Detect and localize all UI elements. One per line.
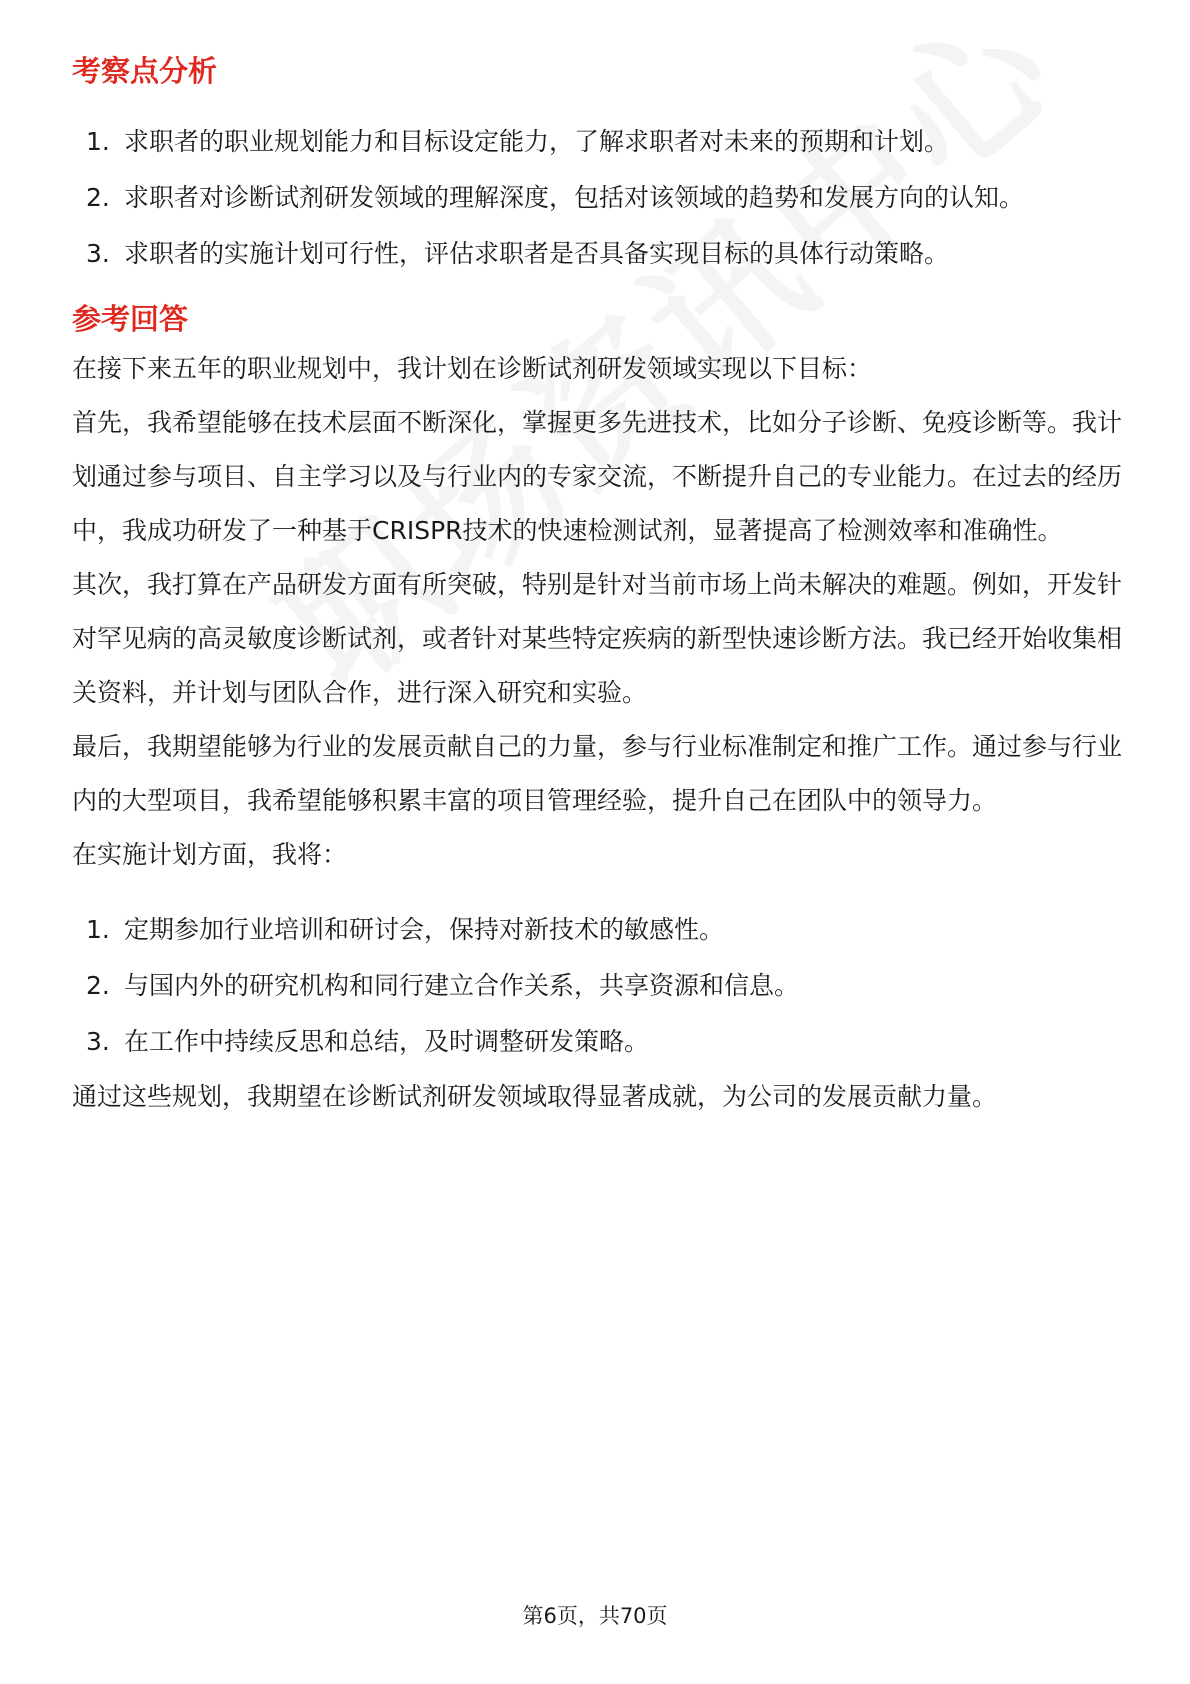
page-content xyxy=(72,48,1122,1124)
answer-paragraph-3: 最后，我期望能够为行业的发展贡献自己的力量，参与行业标准制定和推广工作。通过参与行业内的大型项目，我希望能够积累丰富的项目管理经验，提升自己在团队中的领导力。 xyxy=(72,732,1123,815)
answer-paragraph-1: 首先，我希望能够在技术层面不断深化，掌握更多先进技术，比如分子诊断、免疫诊断等。我计划通过参与项目、自主学习以及与行业内的专家交流，不断提升自己的专业能力。在过去的经历中，我成功研发了一种基于CRISPR技术的快速检测试剂，显著提高了检测效率和准确性。 xyxy=(72,408,1123,545)
list-item-text: 在工作中持续反思和总结，及时调整研发策略。 xyxy=(124,1027,650,1056)
analysis-list xyxy=(72,114,1122,282)
list-item: 3. 求职者的实施计划可行性，评估求职者是否具备实现目标的具体行动策略。 xyxy=(86,239,950,268)
page-number: 第6页，共70页 xyxy=(522,1604,668,1628)
list-item-text: 与国内外的研究机构和同行建立合作关系，共享资源和信息。 xyxy=(124,971,800,1000)
section-title-answer: 参考回答 xyxy=(72,302,189,336)
list-item-text: 求职者的职业规划能力和目标设定能力，了解求职者对未来的预期和计划。 xyxy=(124,127,950,156)
section-title-analysis: 考察点分析 xyxy=(72,54,218,88)
answer-paragraph-2: 其次，我打算在产品研发方面有所突破，特别是针对当前市场上尚未解决的难题。例如，开发针对罕见病的高灵敏度诊断试剂，或者针对某些特定疾病的新型快速诊断方法。我已经开始收集相关资料，并计划与团队合作，进行深入研究和实验。 xyxy=(72,570,1123,707)
list-item: 1. 求职者的职业规划能力和目标设定能力，了解求职者对未来的预期和计划。 xyxy=(86,127,950,156)
list-item-text: 求职者的实施计划可行性，评估求职者是否具备实现目标的具体行动策略。 xyxy=(124,239,950,268)
closing-paragraph: 通过这些规划，我期望在诊断试剂研发领域取得显著成就，为公司的发展贡献力量。 xyxy=(72,1082,998,1111)
list-item-text: 求职者对诊断试剂研发领域的理解深度，包括对该领域的趋势和发展方向的认知。 xyxy=(124,183,1025,212)
list-item: 1. 定期参加行业培训和研讨会，保持对新技术的敏感性。 xyxy=(86,915,725,944)
plan-list xyxy=(72,902,1122,1070)
list-item: 2. 与国内外的研究机构和同行建立合作关系，共享资源和信息。 xyxy=(86,971,800,1000)
list-item-text: 定期参加行业培训和研讨会，保持对新技术的敏感性。 xyxy=(124,915,725,944)
plan-intro: 在实施计划方面，我将： xyxy=(72,840,348,869)
list-item: 2. 求职者对诊断试剂研发领域的理解深度，包括对该领域的趋势和发展方向的认知。 xyxy=(86,183,1025,212)
list-item: 3. 在工作中持续反思和总结，及时调整研发策略。 xyxy=(86,1027,650,1056)
answer-intro: 在接下来五年的职业规划中，我计划在诊断试剂研发领域实现以下目标： xyxy=(72,354,873,383)
